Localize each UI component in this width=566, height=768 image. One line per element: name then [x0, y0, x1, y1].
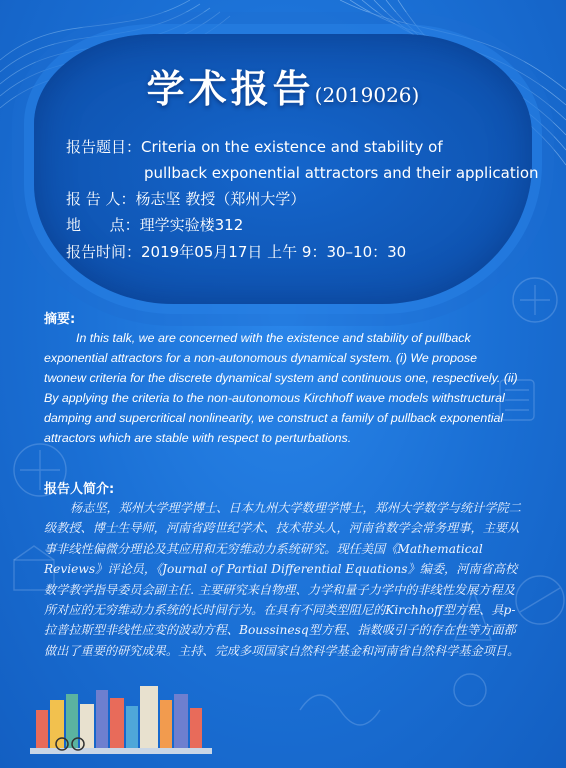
- time-value: 2019年05月17日 上午 9：30–10：30: [141, 243, 407, 261]
- speaker-row: [66, 189, 305, 209]
- time-label: 报告时间：: [66, 243, 142, 261]
- books-illustration: [30, 686, 212, 754]
- place-value: 理学实验楼312: [139, 216, 244, 234]
- title-code: (2019026): [314, 83, 420, 107]
- topic-line-1: Criteria on the existence and stability of: [141, 138, 443, 156]
- topic-row-2: [144, 163, 539, 183]
- topic-row: [66, 137, 443, 157]
- abstract-text: In this talk, we are concerned with the existence and stability of pullback exponential attractors for a non-autonomous dynamical system. (i) We propose twonew criteria for the discrete dynamical system and continuous one, respectively. (ii) By applying the criteria to the non-autonomous Kirchhoff wave models withstructural damping and supercritical nonlinearity, we construct a family of pullback exponential attractors which are stable with respect to perturbations.: [44, 331, 518, 445]
- speaker-value: 杨志坚 教授（郑州大学）: [135, 190, 306, 208]
- bio-heading: 报告人简介:: [44, 482, 115, 497]
- bio-text: 杨志坚，郑州大学理学博士、日本九州大学数理学博士，郑州大学数学与统计学院二级教授、博士生导师，河南省跨世纪学术、技术带头人，河南省数学会常务理事，主要从事非线性偏微分理论及其应用和无穷维动力系统研究。现任美国《Mathematical Reviews》评论员，《Journal of Partial Differential Equations》编委，河南省高校数学教学指导委员会副主任. 主要研究来自物理、力学和量子力学中的非线性发展方程及所对应的无穷维动力系统的长时间行为。在具有不同类型阻尼的Kirchhoff型方程、具p-拉普拉斯型非线性应变的波动方程、Boussinesq型方程、指数吸引子的存在性等方面都做出了重要的研究成果。主持、完成多项国家自然科学基金和河南省自然科学基金项目。: [44, 501, 521, 658]
- time-row: [66, 242, 406, 262]
- topic-label: 报告题目：: [66, 138, 142, 156]
- title-main: 学术报告: [146, 66, 315, 111]
- topic-line-2: pullback exponential attractors and their application: [144, 164, 539, 182]
- abstract-heading: 摘要:: [44, 312, 76, 327]
- place-row: [66, 215, 243, 235]
- speaker-label: 报 告 人：: [66, 190, 136, 208]
- place-label: 地 点：: [66, 216, 140, 234]
- poster-title: [0, 58, 566, 113]
